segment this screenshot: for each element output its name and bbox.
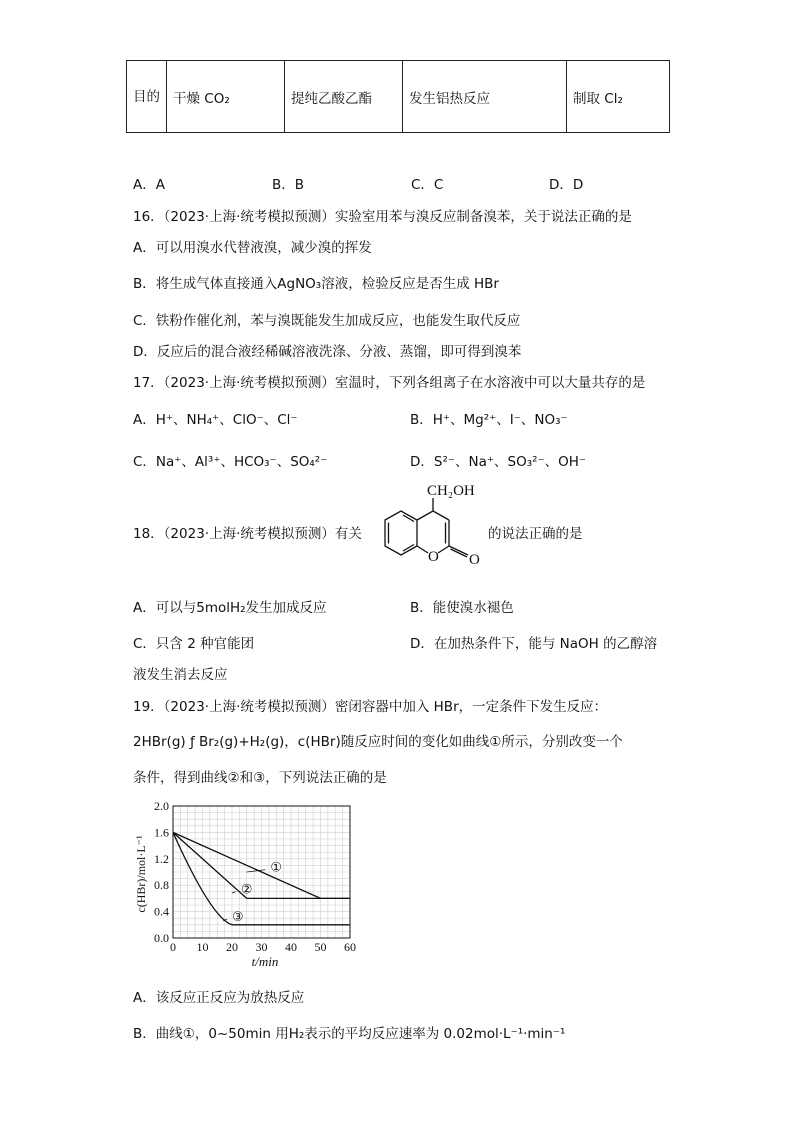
ch2oh-label: CH₂OH xyxy=(427,483,475,499)
table-cell: 干燥 CO₂ xyxy=(167,61,285,133)
q16-option-a[interactable]: A．可以用溴水代替液溴，减少溴的挥发 xyxy=(133,240,372,256)
q18-option-b[interactable]: B．能使溴水褪色 xyxy=(410,600,514,616)
x-tick-label: 0 xyxy=(170,940,176,954)
question-19-stem: 19．（2023·上海·统考模拟预测）密闭容器中加入 HBr，一定条件下发生反应： xyxy=(133,699,608,715)
option-b[interactable]: B．B xyxy=(272,177,305,193)
hbr-concentration-chart xyxy=(128,798,368,973)
option-d[interactable]: D．D xyxy=(549,177,584,193)
q19-option-b[interactable]: B．曲线①，0~50min 用H₂表示的平均反应速率为 0.02mol·L⁻¹·min⁻¹ xyxy=(133,1026,566,1042)
q17-option-a[interactable]: A．H⁺、NH₄⁺、ClO⁻、Cl⁻ xyxy=(133,412,298,428)
row-label: 目的 xyxy=(127,61,167,133)
y-tick-label: 1.6 xyxy=(154,825,169,840)
question-18-stem: 18．（2023·上海·统考模拟预测）有关 xyxy=(133,526,362,542)
table-cell: 制取 Cl₂ xyxy=(567,61,670,133)
series-label-3: ③ xyxy=(232,910,244,926)
table-cell: 发生铝热反应 xyxy=(403,61,567,133)
x-tick-label: 10 xyxy=(196,940,209,954)
table-cell: 提纯乙酸乙酯 xyxy=(285,61,403,133)
q16-option-b[interactable]: B．将生成气体直接通入AgNO₃溶液，检验反应是否生成 HBr xyxy=(133,276,499,292)
q17-option-c[interactable]: C．Na⁺、Al³⁺、HCO₃⁻、SO₄²⁻ xyxy=(133,454,328,470)
q18-option-d-cont: 液发生消去反应 xyxy=(133,667,228,683)
q17-option-b[interactable]: B．H⁺、Mg²⁺、I⁻、NO₃⁻ xyxy=(410,412,568,428)
x-tick-label: 30 xyxy=(255,940,268,954)
y-tick-label: 0.0 xyxy=(154,931,169,945)
y-tick-label: 1.2 xyxy=(154,851,169,866)
y-tick-label: 2.0 xyxy=(154,799,169,813)
q16-option-c[interactable]: C．铁粉作催化剂，苯与溴既能发生加成反应，也能发生取代反应 xyxy=(133,313,521,329)
y-tick-label: 0.8 xyxy=(154,878,169,893)
q19-option-a[interactable]: A．该反应正反应为放热反应 xyxy=(133,990,305,1006)
q18-option-d[interactable]: D．在加热条件下，能与 NaOH 的乙醇溶 xyxy=(410,636,658,652)
chart-ticks xyxy=(154,799,356,954)
x-tick-label: 20 xyxy=(226,940,238,954)
carbonyl-oxygen-label: O xyxy=(469,552,480,568)
ring-oxygen-label: O xyxy=(428,549,439,565)
y-tick-label: 0.4 xyxy=(154,904,169,919)
question-17-stem: 17．（2023·上海·统考模拟预测）室温时，下列各组离子在水溶液中可以大量共存的是 xyxy=(133,375,646,391)
option-c[interactable]: C．C xyxy=(411,177,444,193)
x-tick-label: 50 xyxy=(314,940,327,954)
y-axis-label: c(HBr)/mol·L⁻¹ xyxy=(134,835,148,913)
q18-option-a[interactable]: A．可以与5molH₂发生加成反应 xyxy=(133,600,327,616)
question-19-line3: 条件，得到曲线②和③，下列说法正确的是 xyxy=(133,770,387,786)
q18-option-c[interactable]: C．只含 2 种官能团 xyxy=(133,636,255,652)
series-label-2: ② xyxy=(240,882,253,898)
x-tick-label: 40 xyxy=(285,940,297,954)
question-19-line2: 2HBr(g) ƒ Br₂(g)+H₂(g)，c(HBr)随反应时间的变化如曲线①所示，分别改变一个 xyxy=(133,734,623,750)
question-18-stem-tail: 的说法正确的是 xyxy=(488,526,583,542)
coumarin-structure xyxy=(355,476,490,586)
x-axis-label: t/min xyxy=(251,954,279,969)
x-tick-label: 60 xyxy=(344,940,356,954)
question-16-stem: 16．（2023·上海·统考模拟预测）实验室用苯与溴反应制备溴苯，关于说法正确的是 xyxy=(133,209,632,225)
series-label-1: ① xyxy=(270,860,283,876)
q17-option-d[interactable]: D．S²⁻、Na⁺、SO₃²⁻、OH⁻ xyxy=(410,454,587,470)
options-table xyxy=(126,60,670,133)
q16-option-d[interactable]: D．反应后的混合液经稀碱溶液洗涤、分液、蒸馏，即可得到溴苯 xyxy=(133,344,522,360)
option-a[interactable]: A．A xyxy=(133,177,165,193)
